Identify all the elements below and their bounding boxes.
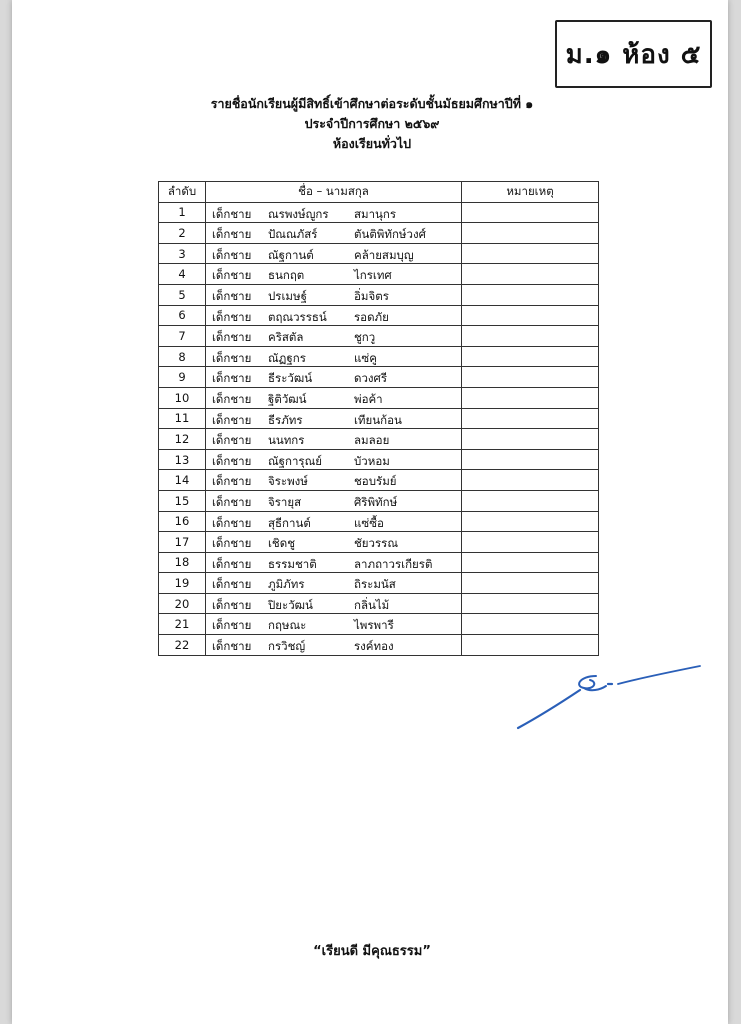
table-row	[159, 429, 599, 450]
name-prefix: เด็กชาย	[212, 371, 252, 386]
name-prefix: เด็กชาย	[212, 474, 252, 489]
table-row	[159, 284, 599, 305]
first-name: จิระพงษ์	[268, 474, 308, 489]
name-prefix: เด็กชาย	[212, 309, 252, 324]
note-cell	[462, 264, 599, 285]
name-prefix: เด็กชาย	[212, 247, 252, 262]
row-number: 11	[159, 408, 206, 429]
student-name-cell	[206, 243, 462, 264]
table-row	[159, 408, 599, 429]
row-number: 22	[159, 635, 206, 656]
note-cell	[462, 532, 599, 553]
row-number: 9	[159, 367, 206, 388]
last-name: ถิระมนัส	[354, 577, 396, 592]
last-name: สมานุกร	[354, 206, 397, 221]
table-row	[159, 470, 599, 491]
row-number: 13	[159, 449, 206, 470]
row-number: 7	[159, 326, 206, 347]
last-name: คล้ายสมบุญ	[354, 247, 414, 262]
first-name: ภูมิภัทร	[268, 577, 305, 592]
note-cell	[462, 449, 599, 470]
student-name-cell	[206, 552, 462, 573]
name-prefix: เด็กชาย	[212, 330, 252, 345]
name-prefix: เด็กชาย	[212, 515, 252, 530]
table-row	[159, 305, 599, 326]
table-row	[159, 490, 599, 511]
student-name-cell	[206, 264, 462, 285]
first-name: สุธีกานต์	[268, 515, 311, 530]
row-number: 17	[159, 532, 206, 553]
row-number: 15	[159, 490, 206, 511]
first-name: คริสตัล	[268, 330, 304, 345]
name-prefix: เด็กชาย	[212, 453, 252, 468]
table-header-row	[159, 182, 599, 203]
row-number: 14	[159, 470, 206, 491]
first-name: ฐิติวัฒน์	[268, 391, 307, 406]
name-prefix: เด็กชาย	[212, 597, 252, 612]
row-number: 1	[159, 202, 206, 223]
note-cell	[462, 408, 599, 429]
note-cell	[462, 490, 599, 511]
name-prefix: เด็กชาย	[212, 618, 252, 633]
note-cell	[462, 635, 599, 656]
column-header-note: หมายเหตุ	[462, 182, 599, 203]
last-name: อิ่มจิตร	[354, 288, 389, 303]
name-prefix: เด็กชาย	[212, 536, 252, 551]
note-cell	[462, 573, 599, 594]
first-name: กฤษณะ	[268, 618, 307, 633]
first-name: ณัฏฐกร	[268, 350, 306, 365]
student-name-cell	[206, 429, 462, 450]
name-prefix: เด็กชาย	[212, 433, 252, 448]
student-name-cell	[206, 408, 462, 429]
table-row	[159, 593, 599, 614]
student-name-cell	[206, 593, 462, 614]
table-row	[159, 614, 599, 635]
table-row	[159, 532, 599, 553]
note-cell	[462, 552, 599, 573]
note-cell	[462, 593, 599, 614]
last-name: พ่อค้า	[354, 391, 383, 406]
last-name: ไพรพารี	[354, 618, 394, 633]
name-prefix: เด็กชาย	[212, 639, 252, 654]
table-row	[159, 367, 599, 388]
table-row	[159, 202, 599, 223]
student-name-cell	[206, 305, 462, 326]
last-name: ชูกวู	[354, 330, 376, 345]
table-row	[159, 223, 599, 244]
student-name-cell	[206, 367, 462, 388]
note-cell	[462, 346, 599, 367]
row-number: 10	[159, 387, 206, 408]
table-row	[159, 552, 599, 573]
last-name: ชัยวรรณ	[354, 536, 399, 551]
row-number: 21	[159, 614, 206, 635]
table-row	[159, 346, 599, 367]
name-prefix: เด็กชาย	[212, 350, 252, 365]
row-number: 20	[159, 593, 206, 614]
last-name: รงค์ทอง	[354, 639, 394, 654]
name-prefix: เด็กชาย	[212, 494, 252, 509]
first-name: ธีรภัทร	[268, 412, 303, 427]
first-name: ปัณณภัสร์	[268, 227, 318, 242]
last-name: กลิ่นไม้	[354, 597, 390, 612]
column-header-number: ลำดับ	[159, 182, 206, 203]
last-name: ลมลอย	[354, 433, 390, 448]
table-row	[159, 573, 599, 594]
row-number: 8	[159, 346, 206, 367]
note-cell	[462, 614, 599, 635]
title-line-1: รายชื่อนักเรียนผู้มีสิทธิ์เข้าศึกษาต่อระดับชั้นมัธยมศึกษาปีที่ ๑	[210, 96, 534, 111]
student-name-cell	[206, 635, 462, 656]
name-prefix: เด็กชาย	[212, 556, 252, 571]
row-number: 4	[159, 264, 206, 285]
note-cell	[462, 367, 599, 388]
note-cell	[462, 429, 599, 450]
first-name: ธีระวัฒน์	[268, 371, 313, 386]
name-prefix: เด็กชาย	[212, 268, 252, 283]
table-row	[159, 326, 599, 347]
table-row	[159, 264, 599, 285]
name-prefix: เด็กชาย	[212, 577, 252, 592]
last-name: แซ่คู	[354, 350, 377, 365]
note-cell	[462, 223, 599, 244]
student-name-cell	[206, 202, 462, 223]
last-name: ดวงศรี	[354, 371, 388, 386]
last-name: แซ่ซื้อ	[354, 515, 384, 530]
student-name-cell	[206, 449, 462, 470]
room-label: ม.๑ ห้อง ๕	[555, 20, 712, 88]
signature-icon	[510, 656, 710, 736]
first-name: นนทกร	[268, 433, 305, 448]
first-name: ณรพงษ์ญูกร	[268, 206, 329, 221]
table-row	[159, 449, 599, 470]
row-number: 5	[159, 284, 206, 305]
student-name-cell	[206, 511, 462, 532]
name-prefix: เด็กชาย	[212, 206, 252, 221]
student-name-cell	[206, 490, 462, 511]
note-cell	[462, 470, 599, 491]
student-table	[158, 181, 599, 656]
note-cell	[462, 326, 599, 347]
table-row	[159, 511, 599, 532]
row-number: 18	[159, 552, 206, 573]
row-number: 6	[159, 305, 206, 326]
table-row	[159, 387, 599, 408]
last-name: ชอบรัมย์	[354, 474, 397, 489]
first-name: ปิยะวัฒน์	[268, 597, 313, 612]
first-name: กรวิชญ์	[268, 639, 306, 654]
last-name: ลาภถาวรเกียรติ	[354, 556, 433, 571]
note-cell	[462, 202, 599, 223]
student-name-cell	[206, 387, 462, 408]
row-number: 3	[159, 243, 206, 264]
title-line-3: ห้องเรียนทั่วไป	[332, 136, 412, 151]
table-row	[159, 635, 599, 656]
first-name: ธรรมชาติ	[268, 556, 317, 571]
row-number: 2	[159, 223, 206, 244]
title-line-2: ประจำปีการศึกษา ๒๕๖๙	[304, 116, 440, 131]
last-name: รอดภัย	[354, 309, 389, 324]
note-cell	[462, 243, 599, 264]
document-page	[12, 0, 728, 1024]
note-cell	[462, 305, 599, 326]
row-number: 16	[159, 511, 206, 532]
student-name-cell	[206, 470, 462, 491]
first-name: ธนกฤต	[268, 268, 305, 283]
school-motto: “เรียนดี มีคุณธรรม”	[313, 944, 431, 959]
name-prefix: เด็กชาย	[212, 412, 252, 427]
note-cell	[462, 387, 599, 408]
first-name: ณัฐกานต์	[268, 247, 314, 262]
last-name: ตันติพิทักษ์วงศ์	[354, 227, 426, 242]
student-name-cell	[206, 614, 462, 635]
note-cell	[462, 511, 599, 532]
first-name: เชิดชู	[268, 536, 296, 551]
last-name: เทียนก้อน	[354, 412, 402, 427]
student-name-cell	[206, 532, 462, 553]
student-name-cell	[206, 573, 462, 594]
name-prefix: เด็กชาย	[212, 288, 252, 303]
student-name-cell	[206, 223, 462, 244]
column-header-name: ชื่อ – นามสกุล	[206, 182, 462, 203]
student-name-cell	[206, 284, 462, 305]
first-name: ตฤณวรรธน์	[268, 309, 327, 324]
name-prefix: เด็กชาย	[212, 227, 252, 242]
last-name: ศิริพิทักษ์	[354, 494, 398, 509]
name-prefix: เด็กชาย	[212, 391, 252, 406]
student-name-cell	[206, 346, 462, 367]
row-number: 19	[159, 573, 206, 594]
table-row	[159, 243, 599, 264]
first-name: ณัฐการุณย์	[268, 453, 323, 468]
first-name: จิรายุส	[268, 494, 302, 509]
row-number: 12	[159, 429, 206, 450]
last-name: ไกรเทศ	[354, 268, 392, 283]
note-cell	[462, 284, 599, 305]
last-name: บัวหอม	[354, 453, 390, 468]
table-body	[159, 202, 599, 655]
student-name-cell	[206, 326, 462, 347]
first-name: ปรเมษฐ์	[268, 288, 307, 303]
